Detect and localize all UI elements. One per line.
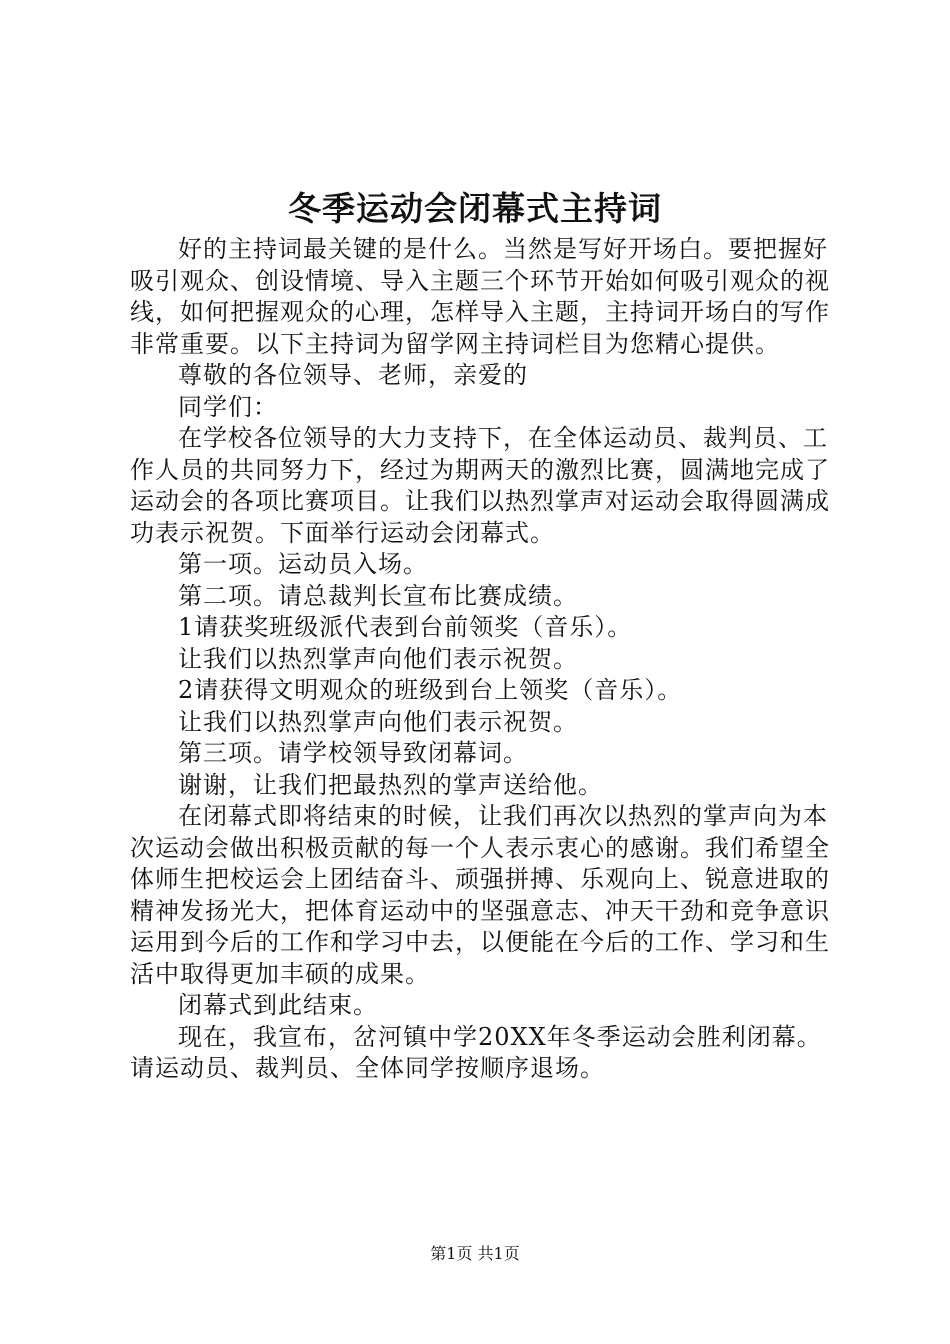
paragraph: 现在，我宣布，岔河镇中学20XX年冬季运动会胜利闭幕。请运动员、裁判员、全体同学按顺序退场。 — [130, 1022, 822, 1082]
paragraph: 第三项。请学校领导致闭幕词。 — [178, 739, 528, 767]
paragraph: 谢谢，让我们把最热烈的掌声送给他。 — [178, 770, 603, 799]
paragraph: 好的主持词最关键的是什么。当然是写好开场白。要把握好吸引观众、创设情境、导入主题三个环节开始如何吸引观众的视线，如何把握观众的心理，怎样导入主题，主持词开场白的写作非常重要。以下主持词为留学网主持词栏目为您精心提供。 — [130, 235, 830, 358]
paragraph: 2请获得文明观众的班级到台上领奖（音乐）。 — [178, 676, 683, 704]
paragraph: 1请获奖班级派代表到台前领奖（音乐）。 — [178, 613, 633, 641]
paragraph: 让我们以热烈掌声向他们表示祝贺。 — [178, 644, 578, 673]
paragraph: 在闭幕式即将结束的时候，让我们再次以热烈的掌声向为本次运动会做出积极贡献的每一个人表示衷心的感谢。我们希望全体师生把校运会上团结奋斗、顽强拼搏、乐观向上、锐意进取的精神发扬光大，把体育运动中的坚强意志、冲天干劲和竞争意识运用到今后的工作和学习中去，以便能在今后的工作、学习和生活中取得更加丰硕的成果。 — [130, 802, 830, 988]
document-body — [130, 234, 830, 1085]
paragraph: 在学校各位领导的大力支持下，在全体运动员、裁判员、工作人员的共同努力下，经过为期两天的激烈比赛，圆满地完成了运动会的各项比赛项目。让我们以热烈掌声对运动会取得圆满成功表示祝贺。下面举行运动会闭幕式。 — [130, 424, 830, 547]
paragraph: 第一项。运动员入场。 — [178, 550, 428, 578]
paragraph: 同学们： — [178, 392, 278, 421]
page-footer: 第1页 共1页 — [430, 1244, 520, 1263]
paragraph: 让我们以热烈掌声向他们表示祝贺。 — [178, 707, 578, 736]
paragraph: 第二项。请总裁判长宣布比赛成绩。 — [178, 581, 578, 610]
paragraph: 闭幕式到此结束。 — [178, 991, 378, 1019]
document-title: 冬季运动会闭幕式主持词 — [288, 189, 662, 228]
paragraph: 尊敬的各位领导、老师，亲爱的 — [178, 361, 528, 389]
